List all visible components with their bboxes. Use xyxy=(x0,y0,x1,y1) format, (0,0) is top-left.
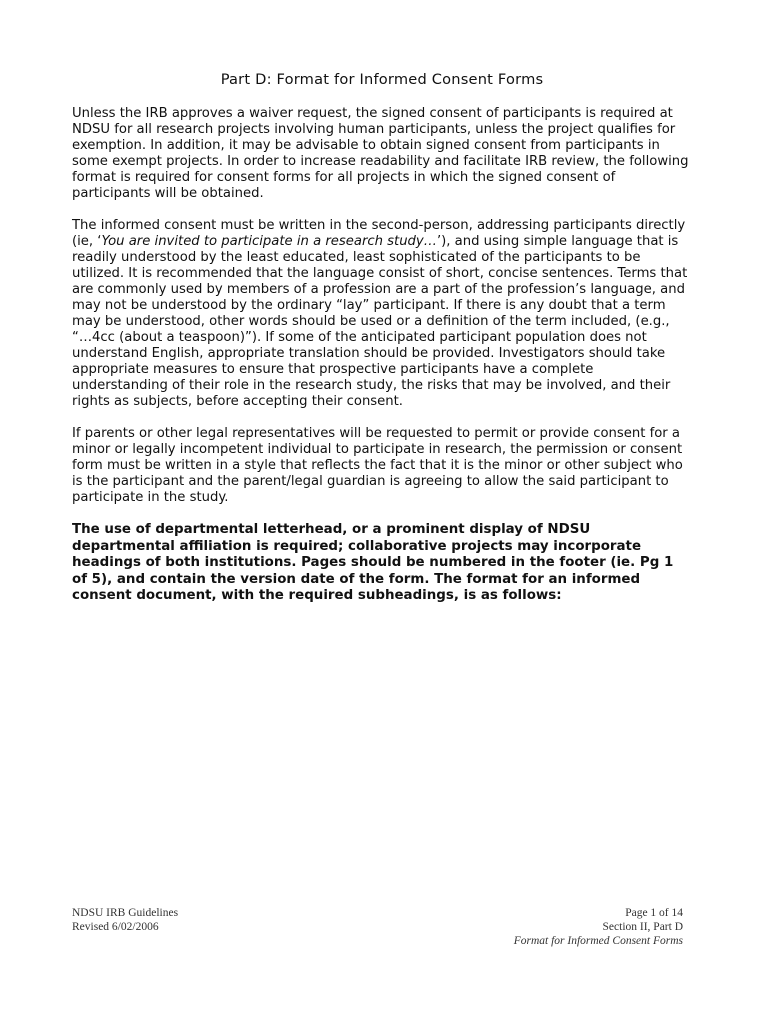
footer-right xyxy=(514,906,683,948)
paragraph-waiver: Unless the IRB approves a waiver request, the signed consent of participants is required at NDSU for all research projects involving human participants, unless the project qualifies for exemption. In addition, it may be advisable to obtain signed consent from participants in some exempt projects. In order to increase readability and facilitate IRB review, the following format is required for consent forms for all projects in which the signed consent of participants will be obtained. xyxy=(72,106,689,201)
paragraph-legal-representatives: If parents or other legal representatives will be requested to permit or provide consent for a minor or legally incompetent individual to participate in research, the permission or consent form must be written in a style that reflects the fact that it is the minor or other subject who is the participant and the parent/legal guardian is agreeing to allow the said participant to participate in the study. xyxy=(72,426,683,505)
paragraph-second-person-example: You are invited to participate in a research study… xyxy=(101,234,437,249)
paragraph-second-person-after: ’), and using simple language that is readily understood by the least educated, least sophisticated of the participants to be utilized. It is recommended that the language consist of short, concise sentences. Terms that are commonly used by members of a profession are a part of the profession’s language, and may not be understood by the ordinary “lay” participant. If there is any doubt that a term may be understood, other words should be used or a definition of the term included, (e.g., “…4cc (about a teaspoon)”). If some of the anticipated participant population does not understand English, appropriate translation should be provided. Investigators should take appropriate measures to ensure that prospective participants have a complete understanding of their role in the research study, the risks that may be involved, and their rights as subjects, before accepting their consent. xyxy=(72,234,688,409)
footer-section: Section II, Part D xyxy=(602,921,683,933)
footer-page-number: Page 1 of 14 xyxy=(625,907,683,919)
page-title: Part D: Format for Informed Consent Forms xyxy=(220,71,544,88)
footer-left xyxy=(72,906,178,934)
paragraph-letterhead-requirements: The use of departmental letterhead, or a prominent display of NDSU departmental affiliation is required; collaborative projects may incorporate headings of both institutions. Pages should be numbered in the footer (ie. Pg 1 of 5), and contain the version date of the form. The format for an informed consent document, with the required subheadings, is as follows: xyxy=(72,522,674,603)
paragraph-second-person-before: The informed consent must be written in the second-person, addressing participants directly (ie, ‘ xyxy=(72,218,686,249)
footer-section-title: Format for Informed Consent Forms xyxy=(513,935,683,947)
footer-revised-date: Revised 6/02/2006 xyxy=(72,921,159,933)
document-body xyxy=(72,70,692,621)
paragraph-second-person xyxy=(72,218,692,410)
footer-guidelines: NDSU IRB Guidelines xyxy=(72,907,179,919)
